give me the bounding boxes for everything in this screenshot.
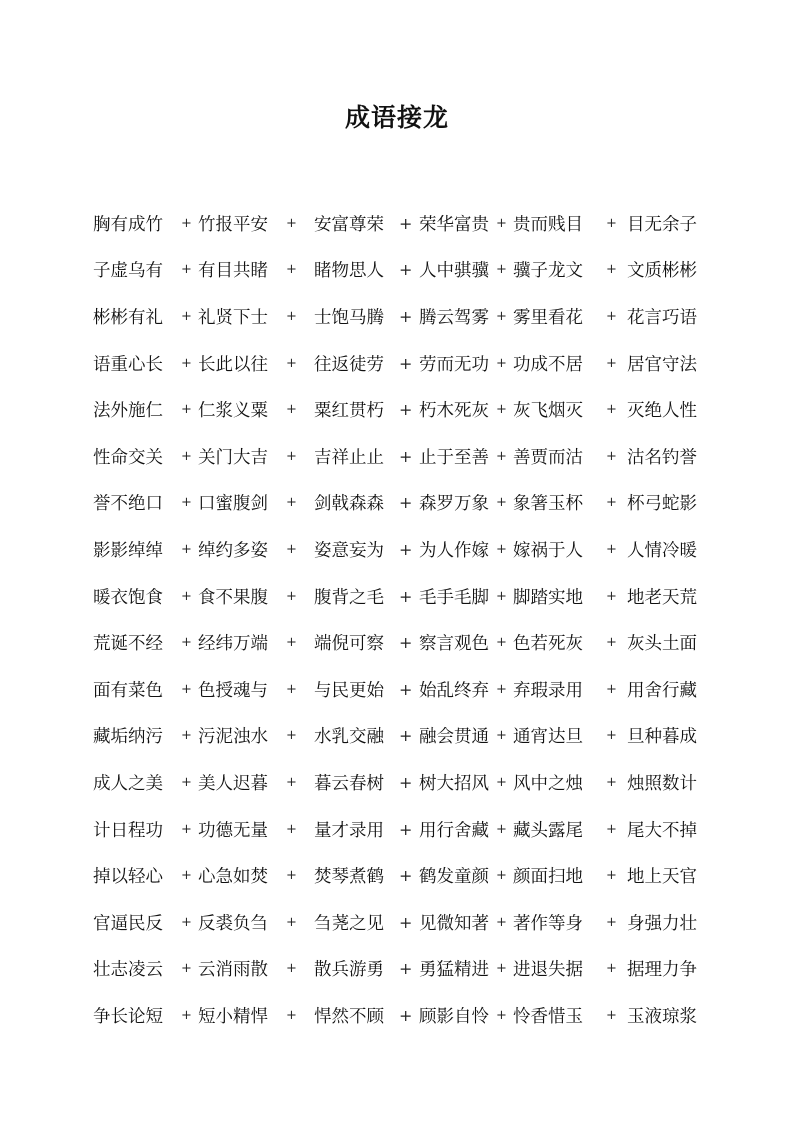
idiom-text: 剑戟森森 — [314, 494, 384, 515]
idiom-text: 影影绰绰 — [93, 540, 163, 561]
plus-separator: + — [181, 728, 192, 744]
plus-separator: + — [286, 821, 297, 837]
plus-separator: + — [181, 914, 192, 930]
idiom-text: 法外施仁 — [93, 401, 163, 422]
plus-separator: + — [606, 681, 617, 697]
idiom-text: 成人之美 — [93, 773, 163, 794]
idiom-text: 通宵达旦 — [513, 727, 583, 748]
idiom-text: 居官守法 — [627, 354, 697, 375]
idiom-text: 往返徒劳 — [314, 354, 384, 375]
idiom-text: 尾大不掉 — [627, 820, 697, 841]
idiom-text: 察言观色 — [419, 634, 489, 655]
idiom-text: 见微知著 — [419, 913, 489, 934]
idiom-row — [93, 852, 703, 899]
plus-separator: + — [181, 262, 192, 278]
idiom-text: 颜面扫地 — [513, 867, 583, 888]
plus-separator: + — [496, 961, 507, 977]
idiom-text: 争长论短 — [93, 1006, 163, 1027]
idiom-text: 骥子龙文 — [513, 261, 583, 282]
idiom-text: 口蜜腹剑 — [198, 494, 268, 515]
idiom-text: 弃瑕录用 — [513, 680, 583, 701]
idiom-text: 面有菜色 — [93, 680, 163, 701]
plus-separator: + — [181, 1007, 192, 1023]
plus-separator: + — [399, 400, 413, 420]
plus-separator: + — [496, 262, 507, 278]
idiom-text: 进退失据 — [513, 960, 583, 981]
idiom-row — [93, 293, 703, 340]
idiom-row — [93, 386, 703, 433]
idiom-text: 藏垢纳污 — [93, 727, 163, 748]
idiom-text: 玉液琼浆 — [627, 1006, 697, 1027]
idiom-text: 杯弓蛇影 — [627, 494, 697, 515]
idiom-row — [93, 946, 703, 993]
plus-separator: + — [606, 402, 617, 418]
idiom-text: 污泥浊水 — [198, 727, 268, 748]
plus-separator: + — [286, 914, 297, 930]
idiom-text: 色若死灰 — [513, 634, 583, 655]
plus-separator: + — [496, 635, 507, 651]
idiom-text: 礼贤下士 — [198, 307, 268, 328]
plus-separator: + — [286, 681, 297, 697]
plus-separator: + — [181, 821, 192, 837]
idiom-text: 目无余子 — [627, 214, 697, 235]
plus-separator: + — [496, 355, 507, 371]
plus-separator: + — [496, 868, 507, 884]
idiom-row — [93, 899, 703, 946]
idiom-text: 朽木死灰 — [419, 401, 489, 422]
idiom-text: 性命交关 — [93, 447, 163, 468]
idiom-text: 灰飞烟灭 — [513, 401, 583, 422]
idiom-text: 据理力争 — [627, 960, 697, 981]
plus-separator: + — [606, 961, 617, 977]
idiom-text: 荒诞不经 — [93, 634, 163, 655]
plus-separator: + — [496, 774, 507, 790]
idiom-text: 著作等身 — [513, 913, 583, 934]
idiom-row — [93, 619, 703, 666]
idiom-text: 姿意妄为 — [314, 540, 384, 561]
idiom-row — [93, 666, 703, 713]
plus-separator: + — [606, 635, 617, 651]
idiom-text: 睹物思人 — [314, 261, 384, 282]
plus-separator: + — [606, 868, 617, 884]
idiom-text: 风中之烛 — [513, 773, 583, 794]
plus-separator: + — [286, 728, 297, 744]
idiom-row — [93, 247, 703, 294]
idiom-text: 反裘负刍 — [198, 913, 268, 934]
plus-separator: + — [286, 635, 297, 651]
idiom-row — [93, 340, 703, 387]
plus-separator: + — [606, 215, 617, 231]
plus-separator: + — [606, 541, 617, 557]
plus-separator: + — [496, 215, 507, 231]
idiom-row — [93, 992, 703, 1039]
plus-separator: + — [286, 588, 297, 604]
idiom-text: 象箸玉杯 — [513, 494, 583, 515]
plus-separator: + — [181, 774, 192, 790]
idiom-text: 始乱终弃 — [419, 680, 489, 701]
plus-separator: + — [181, 635, 192, 651]
idiom-text: 文质彬彬 — [627, 261, 697, 282]
plus-separator: + — [606, 774, 617, 790]
idiom-text: 食不果腹 — [198, 587, 268, 608]
idiom-text: 暮云春树 — [314, 773, 384, 794]
plus-separator: + — [181, 495, 192, 511]
plus-separator: + — [606, 262, 617, 278]
plus-separator: + — [606, 1007, 617, 1023]
plus-separator: + — [496, 448, 507, 464]
idiom-text: 安富尊荣 — [314, 214, 384, 235]
plus-separator: + — [606, 914, 617, 930]
idiom-text: 劳而无功 — [419, 354, 489, 375]
idiom-text: 腾云驾雾 — [419, 307, 489, 328]
plus-separator: + — [399, 353, 413, 373]
idiom-text: 竹报平安 — [198, 214, 268, 235]
idiom-text: 长此以往 — [198, 354, 268, 375]
plus-separator: + — [496, 821, 507, 837]
idiom-text: 短小精悍 — [198, 1006, 268, 1027]
plus-separator: + — [399, 1005, 413, 1025]
idiom-text: 身强力壮 — [627, 913, 697, 934]
idiom-text: 勇猛精进 — [419, 960, 489, 981]
plus-separator: + — [606, 495, 617, 511]
idiom-text: 顾影自怜 — [419, 1006, 489, 1027]
idiom-text: 烛照数计 — [627, 773, 697, 794]
plus-separator: + — [496, 728, 507, 744]
idiom-text: 关门大吉 — [198, 447, 268, 468]
idiom-text: 水乳交融 — [314, 727, 384, 748]
idiom-text: 怜香惜玉 — [513, 1006, 583, 1027]
idiom-row — [93, 806, 703, 853]
plus-separator: + — [606, 448, 617, 464]
idiom-text: 美人迟暮 — [198, 773, 268, 794]
plus-separator: + — [286, 215, 297, 231]
plus-separator: + — [181, 215, 192, 231]
idiom-text: 壮志凌云 — [93, 960, 163, 981]
idiom-text: 刍荛之见 — [314, 913, 384, 934]
idiom-text: 人中骐骥 — [419, 261, 489, 282]
idiom-row — [93, 759, 703, 806]
plus-separator: + — [399, 679, 413, 699]
plus-separator: + — [286, 308, 297, 324]
idiom-text: 云消雨散 — [198, 960, 268, 981]
idiom-text: 毛手毛脚 — [419, 587, 489, 608]
idiom-text: 功德无量 — [198, 820, 268, 841]
idiom-text: 花言巧语 — [627, 307, 697, 328]
idiom-text: 暖衣饱食 — [93, 587, 163, 608]
plus-separator: + — [181, 868, 192, 884]
idiom-text: 雾里看花 — [513, 307, 583, 328]
idiom-text: 森罗万象 — [419, 494, 489, 515]
plus-separator: + — [496, 1007, 507, 1023]
plus-separator: + — [606, 308, 617, 324]
plus-separator: + — [399, 306, 413, 326]
plus-separator: + — [399, 493, 413, 513]
plus-separator: + — [181, 448, 192, 464]
plus-separator: + — [286, 541, 297, 557]
idiom-text: 散兵游勇 — [314, 960, 384, 981]
idiom-text: 粟红贯朽 — [314, 401, 384, 422]
plus-separator: + — [181, 588, 192, 604]
idiom-text: 誉不绝口 — [93, 494, 163, 515]
plus-separator: + — [286, 448, 297, 464]
idiom-text: 鹤发童颜 — [419, 867, 489, 888]
idiom-row — [93, 433, 703, 480]
plus-separator: + — [399, 586, 413, 606]
plus-separator: + — [606, 821, 617, 837]
plus-separator: + — [286, 1007, 297, 1023]
plus-separator: + — [399, 772, 413, 792]
plus-separator: + — [399, 633, 413, 653]
idiom-text: 善贾而沽 — [513, 447, 583, 468]
idiom-text: 地老天荒 — [627, 587, 697, 608]
plus-separator: + — [181, 541, 192, 557]
plus-separator: + — [606, 728, 617, 744]
idiom-text: 用行舍藏 — [419, 820, 489, 841]
idiom-row — [93, 480, 703, 527]
idiom-text: 嫁祸于人 — [513, 540, 583, 561]
plus-separator: + — [399, 213, 413, 233]
idiom-text: 人情冷暖 — [627, 540, 697, 561]
plus-separator: + — [181, 308, 192, 324]
plus-separator: + — [606, 588, 617, 604]
plus-separator: + — [496, 681, 507, 697]
idiom-text: 树大招风 — [419, 773, 489, 794]
idiom-chain-grid — [93, 200, 703, 1039]
plus-separator: + — [399, 912, 413, 932]
idiom-text: 脚踏实地 — [513, 587, 583, 608]
idiom-text: 融会贯通 — [419, 727, 489, 748]
idiom-text: 子虚乌有 — [93, 261, 163, 282]
plus-separator: + — [399, 959, 413, 979]
idiom-text: 吉祥止止 — [314, 447, 384, 468]
plus-separator: + — [496, 308, 507, 324]
plus-separator: + — [399, 726, 413, 746]
plus-separator: + — [606, 355, 617, 371]
idiom-text: 色授魂与 — [198, 680, 268, 701]
idiom-text: 腹背之毛 — [314, 587, 384, 608]
plus-separator: + — [399, 260, 413, 280]
idiom-text: 有目共睹 — [198, 261, 268, 282]
plus-separator: + — [399, 819, 413, 839]
idiom-text: 量才录用 — [314, 820, 384, 841]
idiom-row — [93, 200, 703, 247]
plus-separator: + — [286, 961, 297, 977]
idiom-text: 为人作嫁 — [419, 540, 489, 561]
plus-separator: + — [496, 914, 507, 930]
idiom-text: 焚琴煮鹤 — [314, 867, 384, 888]
idiom-text: 沽名钓誉 — [627, 447, 697, 468]
idiom-text: 旦种暮成 — [627, 727, 697, 748]
plus-separator: + — [496, 495, 507, 511]
idiom-text: 地上天官 — [627, 867, 697, 888]
plus-separator: + — [399, 866, 413, 886]
idiom-text: 功成不居 — [513, 354, 583, 375]
plus-separator: + — [286, 355, 297, 371]
idiom-text: 荣华富贵 — [419, 214, 489, 235]
idiom-text: 止于至善 — [419, 447, 489, 468]
idiom-row — [93, 713, 703, 760]
idiom-text: 悍然不顾 — [314, 1006, 384, 1027]
idiom-text: 经纬万端 — [198, 634, 268, 655]
plus-separator: + — [286, 262, 297, 278]
plus-separator: + — [399, 446, 413, 466]
idiom-text: 藏头露尾 — [513, 820, 583, 841]
plus-separator: + — [181, 961, 192, 977]
idiom-text: 掉以轻心 — [93, 867, 163, 888]
idiom-text: 端倪可察 — [314, 634, 384, 655]
idiom-text: 士饱马腾 — [314, 307, 384, 328]
idiom-text: 贵而贱目 — [513, 214, 583, 235]
idiom-text: 用舍行藏 — [627, 680, 697, 701]
idiom-text: 语重心长 — [93, 354, 163, 375]
idiom-row — [93, 526, 703, 573]
plus-separator: + — [286, 402, 297, 418]
plus-separator: + — [496, 402, 507, 418]
plus-separator: + — [286, 495, 297, 511]
idiom-text: 官逼民反 — [93, 913, 163, 934]
plus-separator: + — [496, 541, 507, 557]
idiom-text: 与民更始 — [314, 680, 384, 701]
idiom-text: 心急如焚 — [198, 867, 268, 888]
page-title: 成语接龙 — [344, 103, 449, 132]
plus-separator: + — [399, 539, 413, 559]
idiom-text: 绰约多姿 — [198, 540, 268, 561]
idiom-text: 胸有成竹 — [93, 214, 163, 235]
idiom-row — [93, 573, 703, 620]
idiom-text: 计日程功 — [93, 820, 163, 841]
plus-separator: + — [181, 402, 192, 418]
plus-separator: + — [496, 588, 507, 604]
idiom-text: 灭绝人性 — [627, 401, 697, 422]
idiom-text: 灰头土面 — [627, 634, 697, 655]
idiom-text: 彬彬有礼 — [93, 307, 163, 328]
idiom-text: 仁浆义粟 — [198, 401, 268, 422]
plus-separator: + — [286, 868, 297, 884]
plus-separator: + — [181, 355, 192, 371]
plus-separator: + — [286, 774, 297, 790]
plus-separator: + — [181, 681, 192, 697]
